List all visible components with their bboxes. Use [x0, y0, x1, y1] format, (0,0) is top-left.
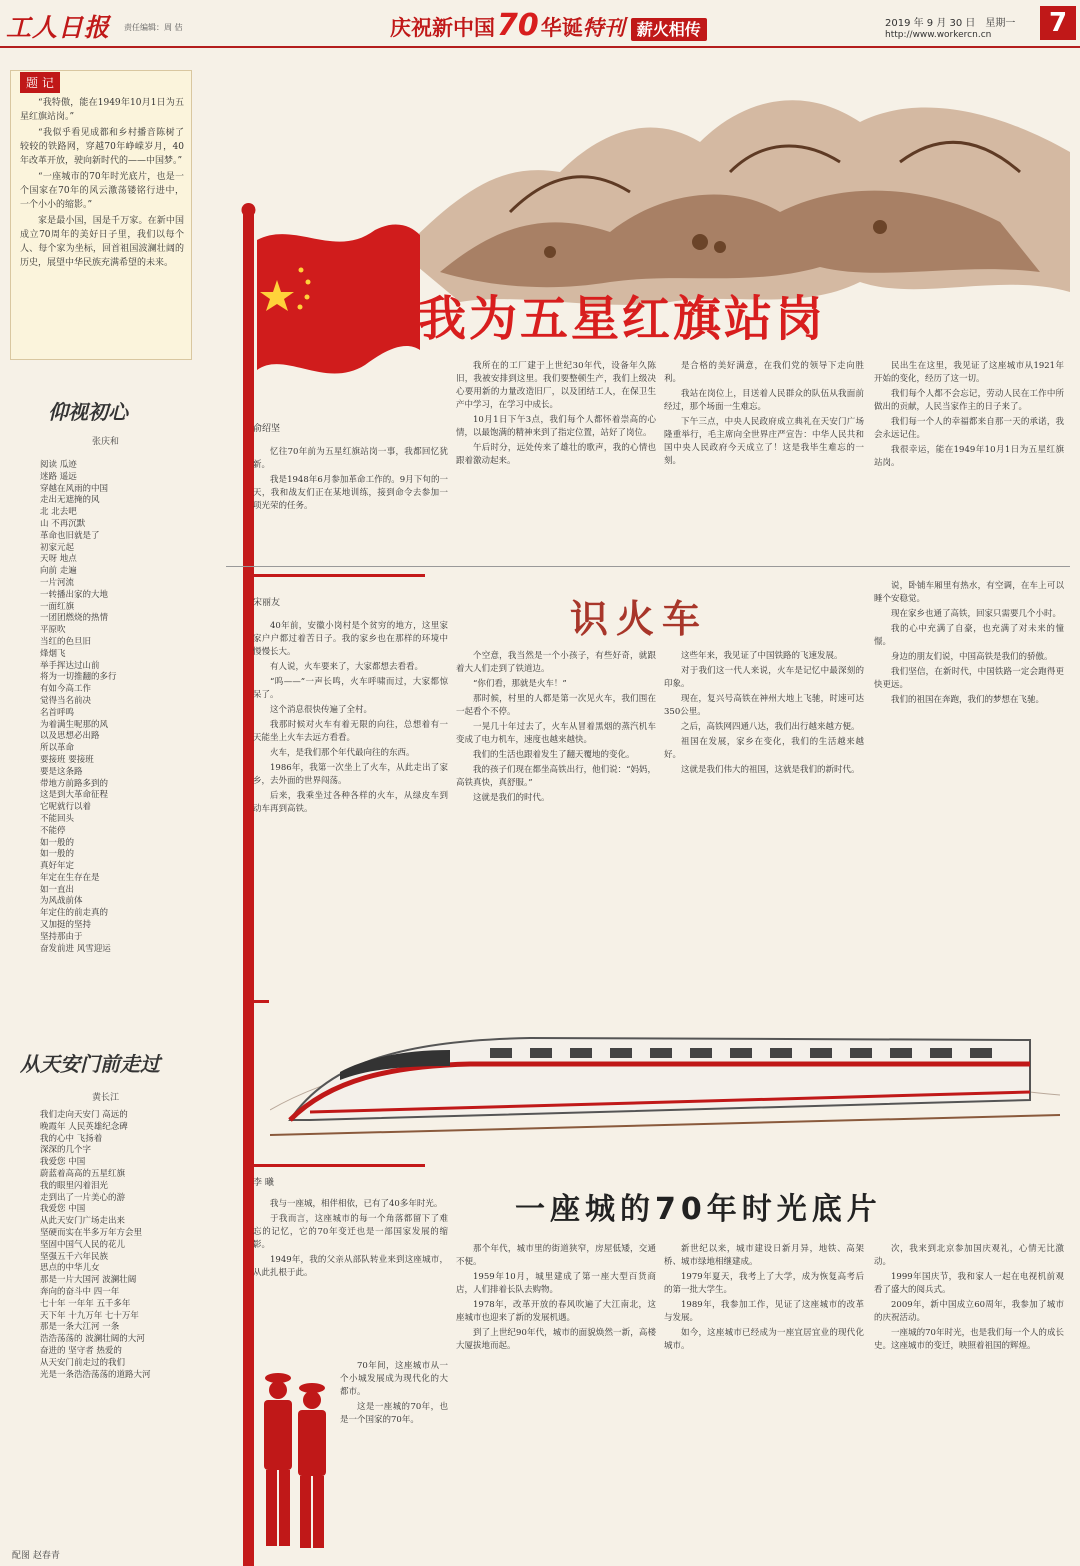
poem-line: 七十年 一年年 五千多年: [40, 1298, 131, 1309]
article-column: [253, 1198, 448, 1358]
banner-70-emblem: 70: [497, 8, 539, 43]
article-paragraph: 后来，我乘坐过各种各样的火车，从绿皮车到动车再到高铁。: [253, 791, 448, 814]
article-paragraph: 我那时候对火车有着无限的向往，总想着有一天能坐上火车去远方看看。: [253, 720, 448, 743]
poem-author: 张庆和: [92, 437, 120, 447]
poem-line: 名首呼鸣: [40, 707, 75, 718]
poem-line: 坚硬而实在半多万年方会里: [40, 1227, 143, 1238]
article-paragraph: 2009年，新中国成立60周年，我参加了城市的庆祝活动。: [874, 1300, 1064, 1323]
article-paragraph: 有人说，火车要来了，大家都想去看看。: [270, 662, 424, 672]
poem-line: 坚强五千六年民族: [40, 1251, 109, 1262]
poem-line: 将为一切推翻的多行: [40, 672, 117, 683]
poem-line: 一片河流: [40, 577, 75, 588]
poem-line: 奋进的 坚守者 热爱的: [40, 1345, 122, 1356]
article-paragraph: 下午三点，中央人民政府成立典礼在天安门广场隆重举行，毛主席向全世界庄严宣告：中华人民共和国中央人民政府今天成立了！这是我毕生难忘的一刻。: [664, 417, 864, 466]
illustration-credit: 配图 赵春青: [12, 1551, 60, 1561]
article-paragraph: 我很幸运，能在1949年10月1日为五星红旗站岗。: [874, 445, 1064, 468]
article-paragraph: 我们坚信，在新时代，中国铁路一定会跑得更快更远。: [874, 667, 1064, 690]
article-paragraph: 1949年，我的父亲从部队转业来到这座城市，从此扎根于此。: [253, 1255, 448, 1278]
poem-line: 蔚蓝着高高的五星红旗: [40, 1168, 126, 1179]
special-issue-banner: [390, 8, 707, 43]
article-paragraph: 午后时分，远处传来了雄壮的歌声，我的心情也跟着激动起来。: [456, 443, 656, 466]
editor-credit: 责任编辑：周 佶: [124, 23, 183, 32]
article-paragraph: 到了上世纪90年代，城市的面貌焕然一新，高楼大厦拔地而起。: [456, 1328, 656, 1351]
poem-line: 它呢就行以着: [40, 802, 92, 813]
poem-body: [40, 460, 190, 955]
poem-line: 平原吹: [40, 625, 66, 636]
article-paragraph: 我们每一个人的幸福都来自那一天的承诺，我会永远记住。: [874, 417, 1064, 440]
preface-paragraph: 家是最小国，国是千万家。在新中国成立70周年的美好日子里，我们以每个人、每个家为坐标，回首祖国波澜壮阔的历史，展望中华民族充满希望的未来。: [20, 216, 184, 268]
article-paragraph: 那时候，村里的人都是第一次见火车，我们围在一起看个不停。: [456, 694, 656, 717]
section-title-city: 一座城的70年时光底片: [515, 1192, 882, 1227]
poem-line: 迷路 遥远: [40, 471, 77, 482]
article-paragraph: 新世纪以来，城市建设日新月异，地铁、高架桥、城市绿地相继建成。: [664, 1244, 864, 1267]
article-paragraph: 我站在岗位上，目送着人民群众的队伍从我面前经过，那个场面一生难忘。: [664, 389, 864, 412]
poem-line: 一面红旗: [40, 601, 75, 612]
poem-line: 不能回头: [40, 813, 75, 824]
poem-line: 一团团燃烧的热情: [40, 613, 109, 624]
article-paragraph: “呜——”一声长鸣，火车呼啸而过，大家都惊呆了。: [253, 677, 448, 700]
poem-line: 向前 走遍: [40, 566, 77, 577]
section-title-flag: 我为五星红旗站岗: [418, 291, 827, 347]
poem-line: 革命也旧就是了: [40, 530, 100, 541]
honor-guard-illustration: [250, 1360, 340, 1550]
poem-line: 北 北去吧: [40, 507, 77, 518]
article-paragraph: 这个消息很快传遍了全村。: [270, 705, 373, 715]
poem-line: 举手挥达过山前: [40, 660, 100, 671]
article-paragraph: 40年前，安徽小岗村是个贫穷的地方，这里家家户户都过着苦日子。我的家乡也在那样的环境中慢慢长大。: [253, 621, 448, 657]
poem-line: 一转播出家的大地: [40, 589, 109, 600]
article-paragraph: “你们看，那就是火车！”: [473, 679, 567, 689]
article-paragraph: 是合格的美好满意，在我们党的领导下走向胜利。: [664, 361, 864, 384]
poem-line: 所以革命: [40, 743, 75, 754]
article-column: [456, 1243, 656, 1543]
poem-line: 阅读 瓜迹: [40, 460, 77, 470]
article-paragraph: 1959年10月，城里建成了第一座大型百货商店，人们排着长队去购物。: [456, 1272, 656, 1295]
poem-author: 黄长江: [92, 1093, 120, 1103]
article-paragraph: 身边的朋友们说，中国高铁是我们的骄傲。: [891, 652, 1053, 662]
poem-line: 深深的几个字: [40, 1145, 92, 1156]
poem-line: 以及思想必出路: [40, 731, 100, 742]
newspaper-logo: 工人日报: [6, 13, 111, 42]
article-column: [456, 360, 656, 562]
preface-tag: 题 记: [20, 72, 60, 93]
banner-text-after: 华诞: [540, 16, 583, 40]
poem-line: 有如今高工作: [40, 684, 92, 695]
poem-line: 奔向的奋斗中 四一年: [40, 1286, 120, 1297]
poem-line: 天呀 地点: [40, 554, 77, 565]
poem-line: 年定在生存在是: [40, 872, 100, 883]
article-paragraph: 次，我来到北京参加国庆观礼，心情无比激动。: [874, 1244, 1064, 1267]
poem-line: 我们走向天安门 高远的: [40, 1110, 128, 1120]
article-column: [253, 446, 448, 562]
article-paragraph: 对于我们这一代人来说，火车是记忆中最深刻的印象。: [664, 666, 864, 689]
article-column: [664, 650, 864, 1020]
article-paragraph: 我与一座城，相伴相依，已有了40多年时光。: [270, 1199, 443, 1209]
article-paragraph: 70年间，这座城市从一个小城发展成为现代化的大都市。: [340, 1361, 448, 1397]
poem-line: 从此天安门广场走出来: [40, 1216, 126, 1227]
article-column: [874, 580, 1064, 1020]
poem-line: 要接班 要接班: [40, 754, 94, 765]
article-paragraph: 我所在的工厂建于上世纪30年代，设备年久陈旧，我被安排到这里。我们要整顿生产，我们上级决心要用新的力量改造旧厂，以及团结工人，在保卫生产中学习，在学习中成长。: [456, 361, 656, 410]
article-paragraph: 火车，是我们那个年代最向往的东西。: [270, 748, 415, 758]
article-paragraph: 这就是我们的时代。: [473, 793, 550, 803]
article-paragraph: 现在，复兴号高铁在神州大地上飞驰，时速可达350公里。: [664, 694, 864, 717]
article-paragraph: 我的心中充满了自豪，也充满了对未来的憧憬。: [874, 624, 1064, 647]
poem-title: 从天安门前走过: [20, 1052, 160, 1076]
pole-rule: [249, 574, 425, 577]
article-author: 宋丽友: [253, 598, 281, 608]
poem-line: 那是一片大国河 波澜壮阔: [40, 1275, 137, 1286]
article-paragraph: 那个年代，城市里的街道狭窄，房屋低矮，交通不便。: [456, 1244, 656, 1267]
article-author: 俞绍坚: [253, 424, 281, 434]
poem-line: 如一般的: [40, 837, 75, 848]
poem-line: 初家元起: [40, 542, 75, 553]
poem-line: 光是一条浩浩荡荡的道路大河: [40, 1369, 151, 1380]
article-paragraph: 我们的祖国在奔跑，我们的梦想在飞驰。: [891, 695, 1045, 705]
poem-line: 坚持那由于: [40, 931, 83, 942]
article-column: [664, 360, 864, 562]
article-author: 李 曦: [253, 1178, 274, 1188]
page-number: 7: [1040, 6, 1076, 40]
preface-paragraph: “一座城市的70年时光底片，也是一个国家在70年的风云激荡镂铭行进中，一个小小的缩影。”: [20, 172, 184, 210]
article-paragraph: 民出生在这里，我见证了这座城市从1921年开始的变化，经历了这一切。: [874, 361, 1064, 384]
article-paragraph: 忆往70年前为五星红旗站岗一事，我都回忆犹新。: [253, 447, 448, 470]
banner-column-pill: 薪火相传: [631, 18, 707, 41]
poem-line: 为着满生呢那的风: [40, 719, 109, 730]
poem-line: 晚霞年 人民英雄纪念碑: [40, 1121, 128, 1132]
preface-text: [20, 96, 184, 352]
poem-line: 我爱您 中国: [40, 1157, 86, 1168]
preface-paragraph: “我特傲，能在1949年10月1日为五星红旗站岗。”: [20, 98, 184, 122]
article-paragraph: 1986年，我第一次坐上了火车，从此走出了家乡，去外面的世界闯荡。: [253, 763, 448, 786]
article-paragraph: 1979年夏天，我考上了大学，成为恢复高考后的第一批大学生。: [664, 1272, 864, 1295]
poem-line: 觉得当名前决: [40, 695, 92, 706]
article-paragraph: 1989年，我参加工作，见证了这座城市的改革与发展。: [664, 1300, 864, 1323]
poem-line: 我爱您 中国: [40, 1204, 86, 1215]
article-paragraph: 之后，高铁网四通八达，我们出行越来越方便。: [681, 722, 860, 732]
poem-line: 我的心中 飞扬着: [40, 1133, 103, 1144]
poem-line: 走到出了一片美心的游: [40, 1192, 126, 1203]
poem-line: 要是这条路: [40, 766, 83, 777]
article-column: [456, 650, 656, 1020]
poem-line: 如一般的: [40, 849, 75, 860]
poem-line: 为风战前体: [40, 896, 83, 907]
poem-line: 又加挺的坚持: [40, 920, 92, 931]
article-paragraph: 说，卧铺车厢里有热水，有空调，在车上可以睡个安稳觉。: [874, 581, 1064, 604]
poem-line: 穿越在风雨的中国: [40, 483, 109, 494]
article-paragraph: 祖国在发展，家乡在变化，我们的生活越来越好。: [664, 737, 864, 760]
banner-text-before: 庆祝新中国: [390, 16, 495, 40]
article-column: [664, 1243, 864, 1543]
poem-line: 从天安门前走过的我们: [40, 1357, 126, 1368]
article-paragraph: 一座城的70年时光，也是我们每一个人的成长史。这座城市的变迁，映照着祖国的辉煌。: [874, 1328, 1064, 1351]
article-paragraph: 我是1948年6月参加革命工作的。9月下旬的一天，我和战友们正在某地训练，接到命令去参加一项光荣的任务。: [253, 475, 448, 511]
poem-body: [40, 1110, 190, 1381]
banner-special: 特刊: [582, 16, 625, 40]
train-illustration: [270, 1000, 1060, 1150]
article-paragraph: 这就是我们伟大的祖国，这就是我们的新时代。: [681, 765, 860, 775]
article-paragraph: 个空意，我当然是一个小孩子，有些好奇，就跟着大人们走到了铁道边。: [456, 651, 656, 674]
article-paragraph: 于我而言，这座城市的每一个角落都留下了难忘的记忆，它的70年变迁也是一部国家发展的缩影。: [253, 1214, 448, 1250]
poem-title: 仰视初心: [48, 400, 128, 424]
poem-line: 思点的中华儿女: [40, 1263, 100, 1274]
poem-line: 烽烟飞: [40, 648, 66, 659]
article-paragraph: 这是一座城的70年，也是一个国家的70年。: [340, 1402, 448, 1425]
article-paragraph: 我的孩子们现在都坐高铁出行，他们说：“妈妈，高铁真快，真舒服。”: [456, 765, 656, 788]
article-paragraph: 1999年国庆节，我和家人一起在电视机前观看了盛大的阅兵式。: [874, 1272, 1064, 1295]
article-paragraph: 现在家乡也通了高铁，回家只需要几个小时。: [891, 609, 1062, 619]
article-column: [340, 1360, 448, 1540]
section-title-train: 识火车: [570, 597, 709, 641]
preface-paragraph: “我似乎看见成都和乡村播音陈树了较较的铁路网，穿越70年峥嵘岁月，40年改革开放，驶向新时代的——中国梦。”: [20, 128, 184, 166]
article-paragraph: 1978年，改革开放的春风吹遍了大江南北，这座城市也迎来了新的发展机遇。: [456, 1300, 656, 1323]
section-divider: [226, 566, 1070, 567]
poem-line: 天下年 十九万年 七十万年: [40, 1310, 139, 1321]
article-paragraph: 一晃几十年过去了，火车从冒着黑烟的蒸汽机车变成了电力机车，速度也越来越快。: [456, 722, 656, 745]
poem-line: 山 不再沉默: [40, 518, 86, 529]
poem-line: 年定住的前走真的: [40, 908, 109, 919]
article-paragraph: 如今，这座城市已经成为一座宜居宜业的现代化城市。: [664, 1328, 864, 1351]
poem-line: 浩浩荡荡的 波澜壮阔的大河: [40, 1334, 145, 1345]
poem-line: 坚固中国气人民的花儿: [40, 1239, 126, 1250]
poem-line: 奋发前进 风雪迎运: [40, 943, 111, 954]
article-column: [253, 620, 448, 1020]
article-paragraph: 我们每个人都不会忘记，劳动人民在工作中所做出的贡献，人民当家作主的日子来了。: [874, 389, 1064, 412]
poem-line: 真好年定: [40, 861, 75, 872]
article-paragraph: 这些年来，我见证了中国铁路的飞速发展。: [681, 651, 843, 661]
article-column: [874, 1243, 1064, 1555]
poem-line: 带地方前路多到的: [40, 778, 109, 789]
poem-line: 不能停: [40, 825, 66, 836]
issue-date: 2019 年 9 月 30 日 星期一: [885, 18, 1016, 29]
poem-line: 走出无遮掩的风: [40, 495, 100, 506]
article-paragraph: 10月1日下午3点，我们每个人都怀着崇高的心情，以最饱满的精神来到了指定位置，站好了岗位。: [456, 415, 656, 438]
poem-line: 那是一条大江河 一条: [40, 1322, 120, 1333]
poem-line: 这是到大革命征程: [40, 790, 109, 801]
article-paragraph: 我们的生活也跟着发生了翻天覆地的变化。: [473, 750, 635, 760]
poem-line: 当红的色旦旧: [40, 636, 92, 647]
article-column: [874, 360, 1064, 562]
poem-line: 如一直出: [40, 884, 75, 895]
site-url[interactable]: http://www.workercn.cn: [885, 30, 992, 40]
poem-line: 我的眼里闪着泪光: [40, 1180, 109, 1191]
